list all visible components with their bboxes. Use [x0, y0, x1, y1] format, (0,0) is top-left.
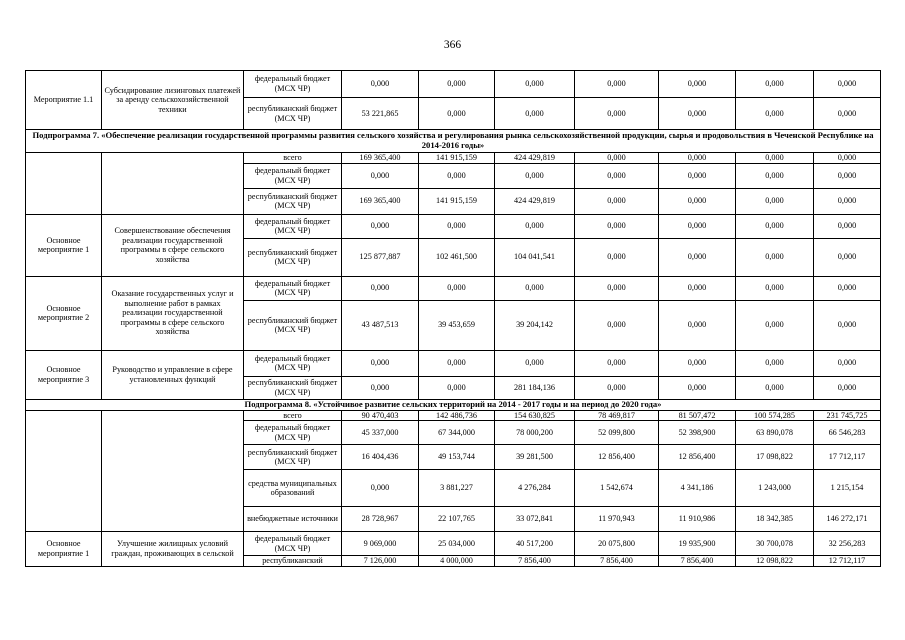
table-row	[26, 276, 881, 300]
value-cell: 424 429,819	[495, 188, 575, 214]
value-cell: 0,000	[659, 98, 736, 130]
value-cell: 0,000	[659, 300, 736, 350]
value-cell: 40 517,200	[495, 532, 575, 556]
value-cell: 0,000	[495, 163, 575, 188]
value-cell: 12 856,400	[659, 445, 736, 470]
value-cell: 39 453,659	[419, 300, 495, 350]
value-cell: 0,000	[419, 98, 495, 130]
value-cell: 66 546,283	[814, 421, 881, 445]
value-cell: 0,000	[814, 238, 881, 276]
value-cell: 0,000	[814, 163, 881, 188]
value-cell: 125 877,887	[342, 238, 419, 276]
value-cell: 52 398,900	[659, 421, 736, 445]
value-cell: 7 856,400	[659, 556, 736, 567]
value-cell: 142 486,736	[419, 410, 495, 421]
value-cell: 0,000	[814, 276, 881, 300]
value-cell: 20 075,800	[575, 532, 659, 556]
value-cell: 0,000	[814, 350, 881, 376]
source-label: внебюджетные источники	[244, 507, 342, 532]
value-cell: 4 276,284	[495, 470, 575, 507]
table-row	[26, 153, 881, 164]
value-cell: 0,000	[736, 350, 814, 376]
value-cell: 78 469,817	[575, 410, 659, 421]
event-name: Основное мероприятие 1	[26, 532, 102, 567]
value-cell: 0,000	[575, 98, 659, 130]
value-cell: 0,000	[659, 350, 736, 376]
value-cell: 43 487,513	[342, 300, 419, 350]
value-cell: 0,000	[736, 214, 814, 238]
value-cell: 0,000	[814, 300, 881, 350]
value-cell: 0,000	[659, 238, 736, 276]
value-cell: 0,000	[575, 163, 659, 188]
value-cell: 1 542,674	[575, 470, 659, 507]
value-cell: 0,000	[736, 71, 814, 98]
value-cell: 0,000	[495, 71, 575, 98]
source-label: федеральный бюджет (МСХ ЧР)	[244, 421, 342, 445]
source-label: федеральный бюджет (МСХ ЧР)	[244, 214, 342, 238]
source-label: федеральный бюджет (МСХ ЧР)	[244, 163, 342, 188]
value-cell: 7 126,000	[342, 556, 419, 567]
value-cell: 4 000,000	[419, 556, 495, 567]
event-name	[26, 410, 102, 532]
value-cell: 17 098,822	[736, 445, 814, 470]
value-cell: 39 281,500	[495, 445, 575, 470]
value-cell: 7 856,400	[495, 556, 575, 567]
value-cell: 7 856,400	[575, 556, 659, 567]
value-cell: 52 099,800	[575, 421, 659, 445]
value-cell: 67 344,000	[419, 421, 495, 445]
value-cell: 0,000	[659, 276, 736, 300]
value-cell: 4 341,186	[659, 470, 736, 507]
value-cell: 0,000	[342, 163, 419, 188]
event-name: Мероприятие 1.1	[26, 71, 102, 130]
value-cell: 0,000	[659, 214, 736, 238]
value-cell: 169 365,400	[342, 188, 419, 214]
value-cell: 0,000	[575, 238, 659, 276]
value-cell: 45 337,000	[342, 421, 419, 445]
value-cell: 30 700,078	[736, 532, 814, 556]
value-cell: 1 243,000	[736, 470, 814, 507]
event-description: Субсидирование лизинговых платежей за аренду сельскохозяйственной техники	[102, 71, 244, 130]
value-cell: 12 856,400	[575, 445, 659, 470]
value-cell: 0,000	[575, 188, 659, 214]
value-cell: 28 728,967	[342, 507, 419, 532]
table-row	[26, 532, 881, 556]
value-cell: 154 630,825	[495, 410, 575, 421]
value-cell: 32 256,283	[814, 532, 881, 556]
value-cell: 104 041,541	[495, 238, 575, 276]
table-row	[26, 214, 881, 238]
value-cell: 424 429,819	[495, 153, 575, 164]
table-row	[26, 410, 881, 421]
value-cell: 0,000	[736, 376, 814, 399]
table-row	[26, 71, 881, 98]
value-cell: 0,000	[342, 470, 419, 507]
value-cell: 18 342,385	[736, 507, 814, 532]
source-label: всего	[244, 153, 342, 164]
value-cell: 22 107,765	[419, 507, 495, 532]
source-label: республиканский бюджет (МСХ ЧР)	[244, 376, 342, 399]
source-label: федеральный бюджет (МСХ ЧР)	[244, 71, 342, 98]
value-cell: 141 915,159	[419, 188, 495, 214]
value-cell: 33 072,841	[495, 507, 575, 532]
value-cell: 90 470,403	[342, 410, 419, 421]
value-cell: 0,000	[342, 376, 419, 399]
value-cell: 100 574,285	[736, 410, 814, 421]
value-cell: 0,000	[419, 71, 495, 98]
value-cell: 281 184,136	[495, 376, 575, 399]
value-cell: 0,000	[814, 188, 881, 214]
value-cell: 0,000	[495, 276, 575, 300]
value-cell: 0,000	[814, 98, 881, 130]
source-label: федеральный бюджет (МСХ ЧР)	[244, 350, 342, 376]
value-cell: 0,000	[575, 376, 659, 399]
source-label: республиканский бюджет (МСХ ЧР)	[244, 445, 342, 470]
source-label: федеральный бюджет (МСХ ЧР)	[244, 276, 342, 300]
value-cell: 53 221,865	[342, 98, 419, 130]
value-cell: 0,000	[814, 376, 881, 399]
subprogram-title: Подпрограмма 8. «Устойчивое развитие сельских территорий на 2014 - 2017 годы и на период до 2020 года»	[26, 399, 881, 410]
event-name: Основное мероприятие 2	[26, 276, 102, 350]
value-cell: 0,000	[659, 188, 736, 214]
value-cell: 0,000	[575, 276, 659, 300]
value-cell: 0,000	[575, 153, 659, 164]
value-cell: 81 507,472	[659, 410, 736, 421]
value-cell: 0,000	[419, 276, 495, 300]
value-cell: 0,000	[342, 276, 419, 300]
value-cell: 0,000	[736, 238, 814, 276]
value-cell: 25 034,000	[419, 532, 495, 556]
value-cell: 0,000	[342, 214, 419, 238]
value-cell: 0,000	[814, 71, 881, 98]
value-cell: 0,000	[575, 300, 659, 350]
value-cell: 0,000	[736, 153, 814, 164]
value-cell: 0,000	[419, 214, 495, 238]
table-row	[26, 350, 881, 376]
value-cell: 0,000	[659, 163, 736, 188]
source-label: федеральный бюджет (МСХ ЧР)	[244, 532, 342, 556]
value-cell: 11 970,943	[575, 507, 659, 532]
value-cell: 231 745,725	[814, 410, 881, 421]
value-cell: 0,000	[736, 163, 814, 188]
value-cell: 0,000	[814, 214, 881, 238]
value-cell: 102 461,500	[419, 238, 495, 276]
value-cell: 1 215,154	[814, 470, 881, 507]
value-cell: 16 404,436	[342, 445, 419, 470]
source-label: республиканский бюджет (МСХ ЧР)	[244, 238, 342, 276]
source-label: республиканский бюджет (МСХ ЧР)	[244, 98, 342, 130]
event-description	[102, 153, 244, 215]
value-cell: 0,000	[659, 71, 736, 98]
source-label: средства муниципальных образований	[244, 470, 342, 507]
subprogram-title: Подпрограмма 7. «Обеспечение реализации государственной программы развития сельского хозяйства и регулирования рынка сельскохозяйственной продукции, сырья и продовольствия в Чеченской Республике на 2014-2016 годы»	[26, 130, 881, 153]
budget-table	[25, 70, 881, 567]
value-cell: 12 712,117	[814, 556, 881, 567]
event-description: Совершенствование обеспечения реализации государственной программы в сфере сельского хозяйства	[102, 214, 244, 276]
source-label: всего	[244, 410, 342, 421]
value-cell: 0,000	[814, 153, 881, 164]
source-label: республиканский	[244, 556, 342, 567]
value-cell: 0,000	[495, 350, 575, 376]
event-description	[102, 410, 244, 532]
value-cell: 0,000	[659, 153, 736, 164]
value-cell: 11 910,986	[659, 507, 736, 532]
event-name	[26, 153, 102, 215]
value-cell: 0,000	[495, 98, 575, 130]
value-cell: 0,000	[659, 376, 736, 399]
event-description: Улучшение жилищных условий граждан, проживающих в сельской	[102, 532, 244, 567]
value-cell: 0,000	[575, 214, 659, 238]
source-label: республиканский бюджет (МСХ ЧР)	[244, 300, 342, 350]
page-number: 366	[443, 39, 462, 51]
value-cell: 49 153,744	[419, 445, 495, 470]
value-cell: 17 712,117	[814, 445, 881, 470]
value-cell: 3 881,227	[419, 470, 495, 507]
value-cell: 0,000	[736, 300, 814, 350]
value-cell: 0,000	[419, 376, 495, 399]
event-description: Оказание государственных услуг и выполнение работ в рамках реализации государственной программы в сфере сельского хозяйства	[102, 276, 244, 350]
value-cell: 78 000,200	[495, 421, 575, 445]
source-label: республиканский бюджет (МСХ ЧР)	[244, 188, 342, 214]
value-cell: 9 069,000	[342, 532, 419, 556]
value-cell: 0,000	[419, 350, 495, 376]
value-cell: 63 890,078	[736, 421, 814, 445]
value-cell: 0,000	[736, 188, 814, 214]
event-name: Основное мероприятие 3	[26, 350, 102, 399]
value-cell: 0,000	[419, 163, 495, 188]
value-cell: 0,000	[342, 350, 419, 376]
value-cell: 0,000	[575, 350, 659, 376]
value-cell: 141 915,159	[419, 153, 495, 164]
value-cell: 0,000	[736, 98, 814, 130]
value-cell: 0,000	[736, 276, 814, 300]
value-cell: 12 098,822	[736, 556, 814, 567]
value-cell: 0,000	[342, 71, 419, 98]
subprogram-row	[26, 399, 881, 410]
event-name: Основное мероприятие 1	[26, 214, 102, 276]
value-cell: 0,000	[495, 214, 575, 238]
value-cell: 39 204,142	[495, 300, 575, 350]
value-cell: 0,000	[575, 71, 659, 98]
value-cell: 146 272,171	[814, 507, 881, 532]
subprogram-row	[26, 130, 881, 153]
event-description: Руководство и управление в сфере установленных функций	[102, 350, 244, 399]
value-cell: 19 935,900	[659, 532, 736, 556]
value-cell: 169 365,400	[342, 153, 419, 164]
